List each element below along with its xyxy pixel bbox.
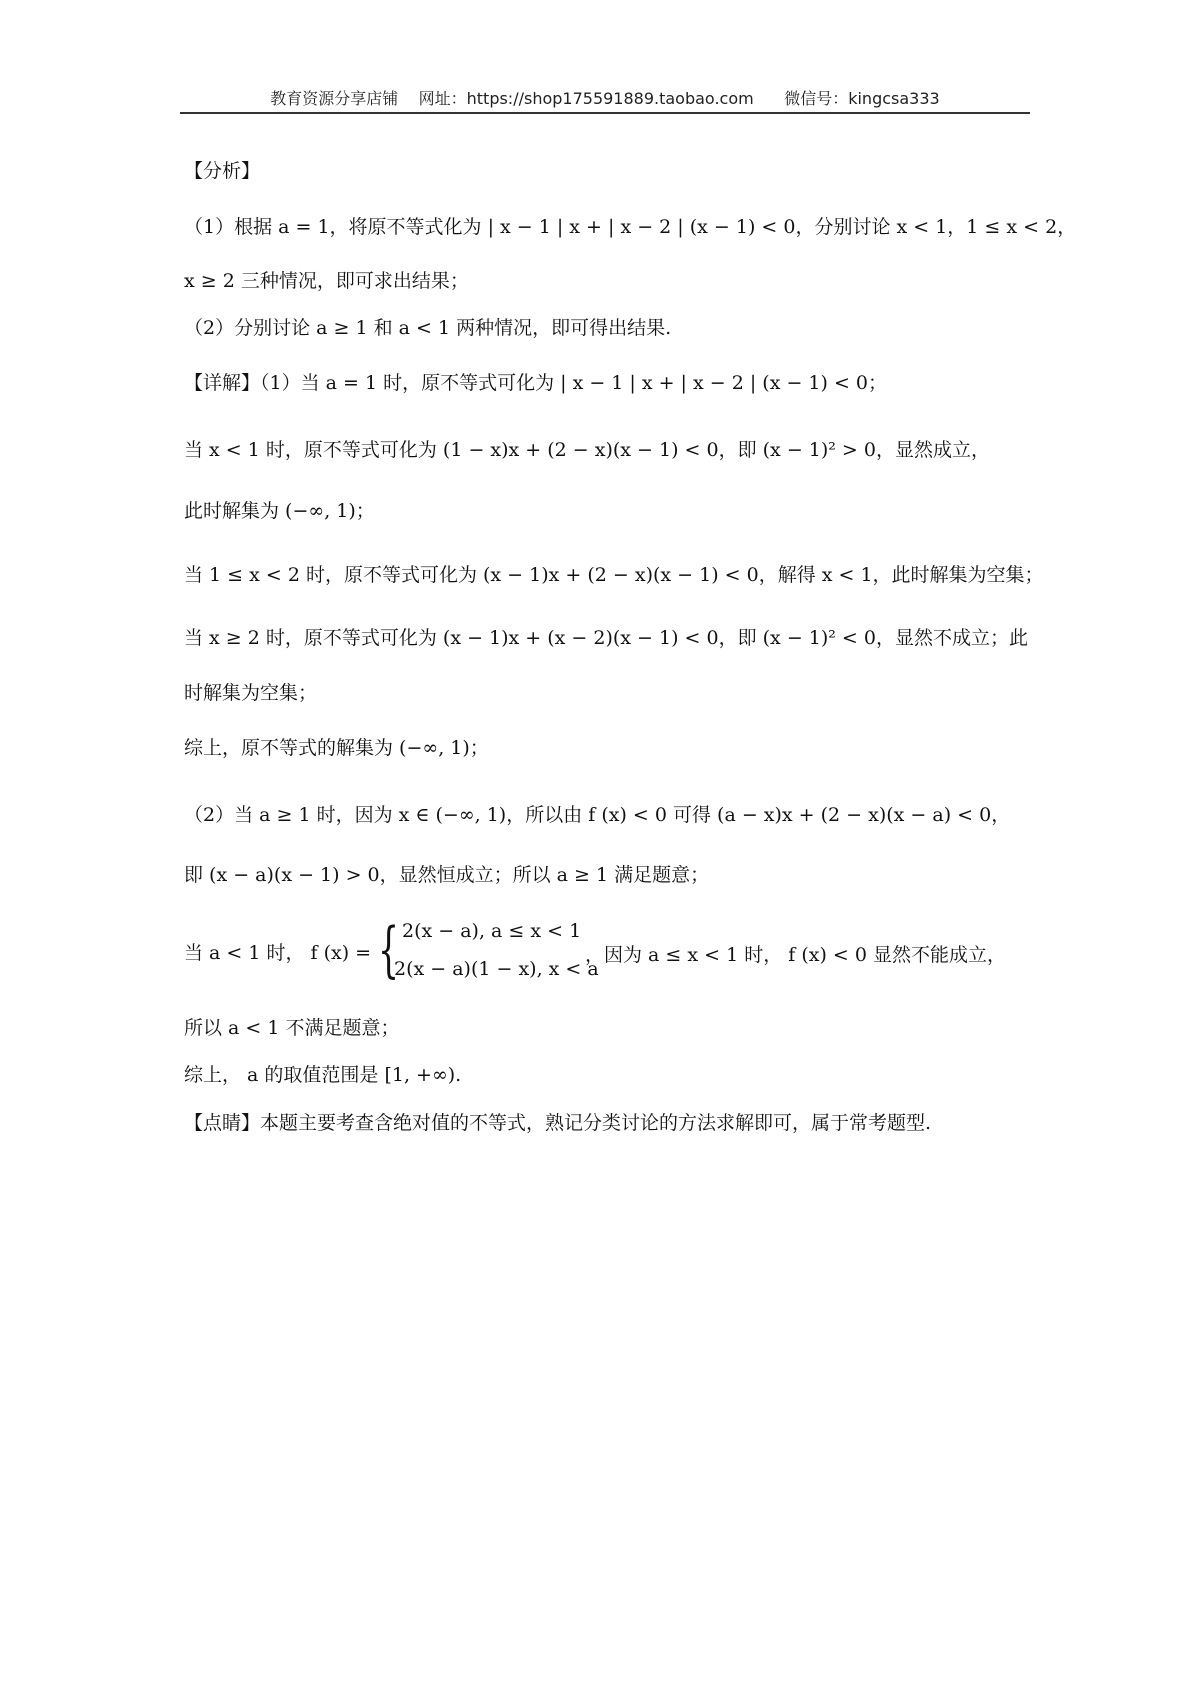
- analysis-p1-line2: x ≥ 2 三种情况，即可求出结果；: [184, 270, 469, 292]
- detail-line-1: 【详解】（1）当 a = 1 时，原不等式可化为 | x − 1 | x + | x − 2 | (x − 1) < 0；: [184, 372, 888, 394]
- wechat-id: 微信号：kingcsa333: [784, 89, 940, 108]
- detail-line-8: （2）当 a ≥ 1 时，因为 x ∈ (−∞, 1)，所以由 f (x) < 0 可得 (a − x)x + (2 − x)(x − a) < 0，: [184, 804, 1011, 826]
- analysis-title: 【分析】: [184, 160, 261, 182]
- detail-line-2: 当 x < 1 时，原不等式可化为 (1 − x)x + (2 − x)(x − 1) < 0，即 (x − 1)² > 0，显然成立，: [184, 439, 990, 461]
- detail-line-10-pre: 当 a < 1 时， f (x) =: [184, 942, 372, 964]
- analysis-p2: （2）分别讨论 a ≥ 1 和 a < 1 两种情况，即可得出结果.: [184, 317, 672, 339]
- detail-line-10-post: ，因为 a ≤ x < 1 时， f (x) < 0 显然不能成立，: [585, 944, 1006, 966]
- detail-line-3: 此时解集为 (−∞, 1)；: [184, 500, 375, 522]
- piecewise-case-2: 2(x − a)(1 − x), x < a: [394, 958, 599, 980]
- detail-line-9: 即 (x − a)(x − 1) > 0，显然恒成立；所以 a ≥ 1 满足题意；: [184, 864, 710, 886]
- analysis-p1-line1: （1）根据 a = 1，将原不等式化为 | x − 1 | x + | x − 2 | (x − 1) < 0，分别讨论 x < 1，1 ≤ x < 2，: [184, 216, 1077, 238]
- shop-url: 网址：https://shop175591889.taobao.com: [418, 89, 754, 108]
- header-rule: [180, 112, 1030, 114]
- detail-line-13: 【点睛】本题主要考查含绝对值的不等式，熟记分类讨论的方法求解即可，属于常考题型.: [184, 1112, 932, 1134]
- detail-line-11: 所以 a < 1 不满足题意；: [184, 1017, 400, 1039]
- detail-line-5: 当 x ≥ 2 时，原不等式可化为 (x − 1)x + (x − 2)(x − 1) < 0，即 (x − 1)² < 0，显然不成立；此: [184, 627, 1028, 649]
- piecewise-brace: {: [378, 915, 400, 985]
- shop-name: 教育资源分享店铺: [270, 89, 399, 108]
- detail-line-6: 时解集为空集；: [184, 682, 318, 704]
- page-header: [180, 86, 1030, 109]
- detail-line-7: 综上，原不等式的解集为 (−∞, 1)；: [184, 737, 489, 759]
- piecewise-case-1: 2(x − a), a ≤ x < 1: [402, 920, 582, 942]
- detail-line-12: 综上， a 的取值范围是 [1, +∞).: [184, 1064, 462, 1086]
- detail-line-4: 当 1 ≤ x < 2 时，原不等式可化为 (x − 1)x + (2 − x)(x − 1) < 0，解得 x < 1，此时解集为空集；: [184, 564, 1044, 586]
